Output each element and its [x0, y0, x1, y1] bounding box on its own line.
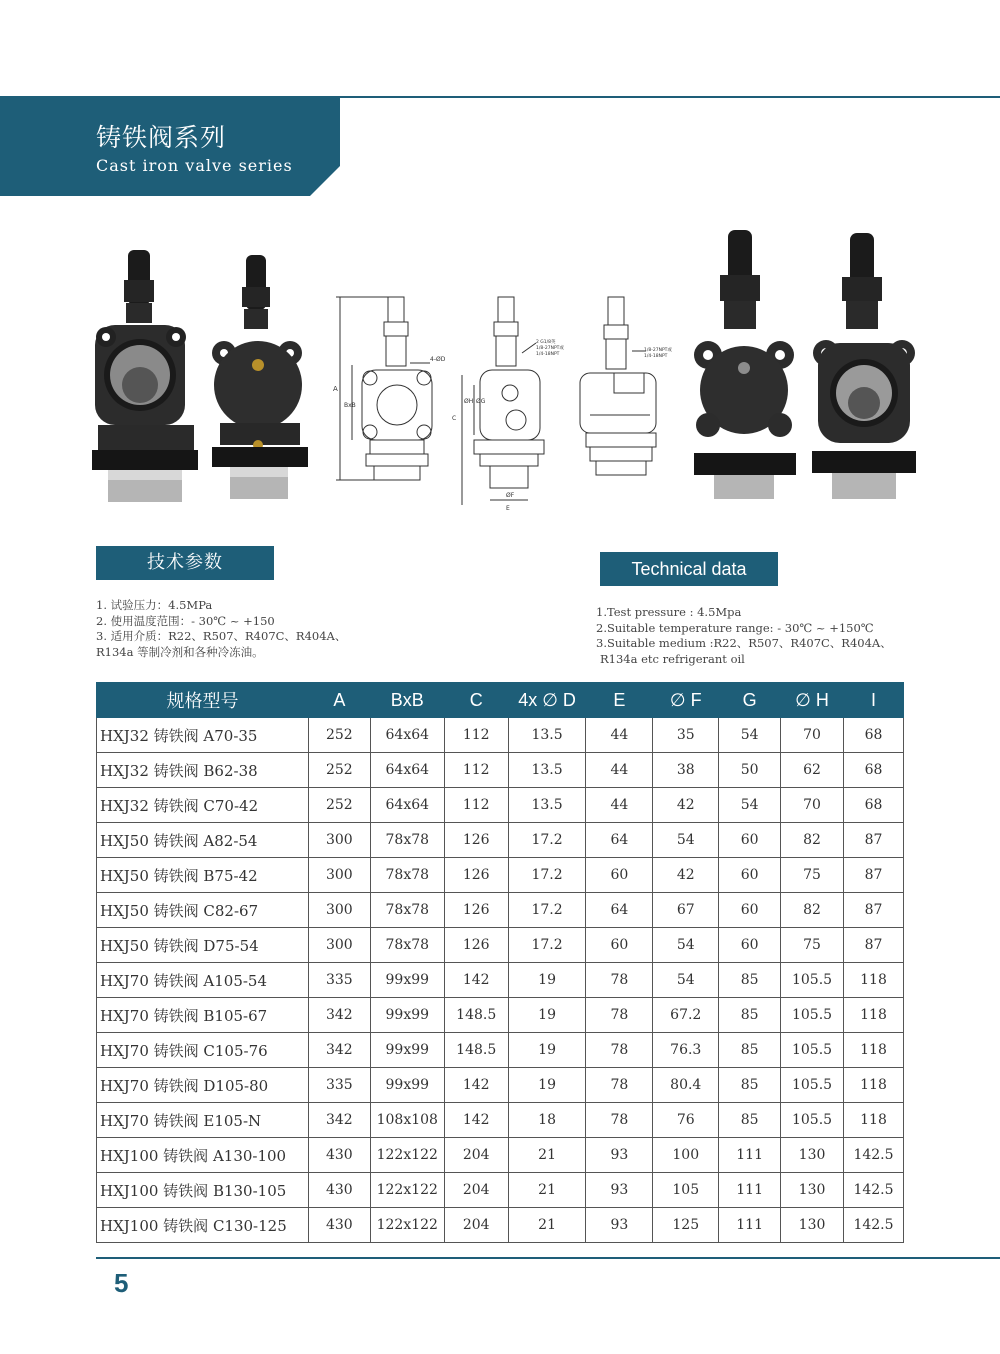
cell-g: 60 — [719, 858, 781, 893]
cell-d: 13.5 — [508, 718, 586, 753]
page-subtitle: Cast iron valve series — [96, 156, 293, 175]
cell-model: HXJ100 铸铁阀 C130-125 — [97, 1208, 309, 1243]
tech-params-cn-header: 技术参数 — [96, 546, 274, 580]
cell-h: 105.5 — [781, 1068, 844, 1103]
label-g: ØG — [476, 398, 486, 405]
cell-e: 64 — [586, 823, 653, 858]
cell-d: 21 — [508, 1208, 586, 1243]
cell-a: 430 — [308, 1208, 370, 1243]
table-row — [97, 928, 904, 963]
cell-g: 60 — [719, 823, 781, 858]
cell-i: 68 — [843, 788, 903, 823]
cell-model: HXJ50 铸铁阀 D75-54 — [97, 928, 309, 963]
cell-bxb: 78x78 — [370, 858, 444, 893]
table-row — [97, 753, 904, 788]
cell-h: 105.5 — [781, 1103, 844, 1138]
drawing-section-view — [570, 225, 680, 515]
cell-f: 80.4 — [653, 1068, 719, 1103]
cell-f: 42 — [653, 858, 719, 893]
cell-e: 44 — [586, 753, 653, 788]
note-5: 1/4-18NPT — [644, 354, 668, 359]
bottom-rule — [96, 1257, 1000, 1259]
cell-f: 38 — [653, 753, 719, 788]
cell-i: 142.5 — [843, 1173, 903, 1208]
cell-model: HXJ70 铸铁阀 A105-54 — [97, 963, 309, 998]
cell-a: 342 — [308, 998, 370, 1033]
table-row — [97, 1103, 904, 1138]
cell-e: 44 — [586, 788, 653, 823]
table-row — [97, 963, 904, 998]
table-row — [97, 1068, 904, 1103]
cell-i: 118 — [843, 963, 903, 998]
cell-d: 17.2 — [508, 928, 586, 963]
cell-h: 130 — [781, 1208, 844, 1243]
cell-h: 82 — [781, 893, 844, 928]
drawing-front-view — [330, 225, 450, 515]
col-header-model: 规格型号 — [97, 683, 309, 718]
cell-d: 21 — [508, 1173, 586, 1208]
cell-i: 68 — [843, 718, 903, 753]
cell-h: 70 — [781, 788, 844, 823]
cell-i: 118 — [843, 1103, 903, 1138]
cell-i: 118 — [843, 1068, 903, 1103]
cell-c: 142 — [444, 963, 508, 998]
col-header-c: C — [444, 683, 508, 718]
top-rule — [340, 96, 1000, 98]
cell-model: HXJ70 铸铁阀 B105-67 — [97, 998, 309, 1033]
cell-f: 54 — [653, 823, 719, 858]
cell-h: 105.5 — [781, 1033, 844, 1068]
table-row — [97, 823, 904, 858]
table-row — [97, 893, 904, 928]
cell-model: HXJ70 铸铁阀 E105-N — [97, 1103, 309, 1138]
cell-c: 204 — [444, 1208, 508, 1243]
cell-bxb: 122x122 — [370, 1173, 444, 1208]
table-body — [97, 718, 904, 1243]
cell-model: HXJ70 铸铁阀 C105-76 — [97, 1033, 309, 1068]
cell-bxb: 64x64 — [370, 718, 444, 753]
cell-h: 105.5 — [781, 998, 844, 1033]
cell-h: 75 — [781, 858, 844, 893]
cell-bxb: 122x122 — [370, 1138, 444, 1173]
cell-c: 204 — [444, 1138, 508, 1173]
cell-model: HXJ50 铸铁阀 B75-42 — [97, 858, 309, 893]
cell-h: 105.5 — [781, 963, 844, 998]
cell-c: 204 — [444, 1173, 508, 1208]
tech-params-en-header: Technical data — [600, 552, 778, 586]
col-header-i: I — [843, 683, 903, 718]
cell-e: 60 — [586, 858, 653, 893]
cell-g: 85 — [719, 963, 781, 998]
spec-en-line: 2.Suitable temperature range: - 30℃ ~ +150℃ — [596, 620, 874, 635]
cell-model: HXJ50 铸铁阀 C82-67 — [97, 893, 309, 928]
col-header-a: A — [308, 683, 370, 718]
spec-cn-line: R134a 等制冷剂和各种冷冻油。 — [96, 644, 264, 659]
col-header-d: 4x ∅ D — [508, 683, 586, 718]
cell-c: 126 — [444, 893, 508, 928]
note-4: 1/8-27NPT或 — [644, 348, 672, 353]
cell-c: 112 — [444, 718, 508, 753]
cell-g: 85 — [719, 1033, 781, 1068]
cell-i: 142.5 — [843, 1138, 903, 1173]
cell-d: 19 — [508, 1068, 586, 1103]
cell-c: 112 — [444, 788, 508, 823]
cell-g: 60 — [719, 928, 781, 963]
label-hole: 4-ØD — [430, 356, 446, 363]
cell-i: 87 — [843, 928, 903, 963]
label-e: E — [506, 505, 510, 512]
cell-g: 85 — [719, 998, 781, 1033]
spec-cn-line: 2. 使用温度范围：- 30℃ ~ +150 — [96, 613, 275, 628]
cell-c: 126 — [444, 858, 508, 893]
cell-i: 118 — [843, 998, 903, 1033]
cell-a: 300 — [308, 858, 370, 893]
cell-c: 142 — [444, 1103, 508, 1138]
cell-h: 82 — [781, 823, 844, 858]
cell-f: 54 — [653, 963, 719, 998]
cell-f: 67 — [653, 893, 719, 928]
label-a: A — [333, 385, 338, 393]
cell-i: 118 — [843, 1033, 903, 1068]
cell-i: 87 — [843, 858, 903, 893]
cell-f: 105 — [653, 1173, 719, 1208]
note-3: 1/4-18NPT — [536, 352, 560, 357]
cell-bxb: 78x78 — [370, 928, 444, 963]
cell-e: 44 — [586, 718, 653, 753]
cell-g: 60 — [719, 893, 781, 928]
cell-e: 78 — [586, 1033, 653, 1068]
cell-model: HXJ100 铸铁阀 B130-105 — [97, 1173, 309, 1208]
table-row — [97, 718, 904, 753]
table-row — [97, 998, 904, 1033]
cell-i: 87 — [843, 823, 903, 858]
table-row — [97, 1033, 904, 1068]
cell-e: 78 — [586, 963, 653, 998]
cell-d: 17.2 — [508, 858, 586, 893]
cell-bxb: 108x108 — [370, 1103, 444, 1138]
cell-d: 17.2 — [508, 893, 586, 928]
label-c: C — [452, 415, 457, 422]
col-header-bxb: BxB — [370, 683, 444, 718]
cell-a: 430 — [308, 1138, 370, 1173]
table-header-row — [97, 683, 904, 718]
cell-e: 93 — [586, 1173, 653, 1208]
label-h: ØH — [464, 398, 474, 405]
cell-a: 252 — [308, 788, 370, 823]
col-header-f: ∅ F — [653, 683, 719, 718]
cell-a: 342 — [308, 1033, 370, 1068]
cell-a: 430 — [308, 1173, 370, 1208]
cell-c: 148.5 — [444, 1033, 508, 1068]
cell-d: 17.2 — [508, 823, 586, 858]
drawing-side-view — [450, 225, 570, 515]
cell-g: 111 — [719, 1138, 781, 1173]
cell-i: 68 — [843, 753, 903, 788]
cell-i: 142.5 — [843, 1208, 903, 1243]
spec-table — [96, 682, 904, 1243]
cell-model: HXJ70 铸铁阀 D105-80 — [97, 1068, 309, 1103]
product-images — [90, 225, 920, 525]
cell-e: 93 — [586, 1138, 653, 1173]
cell-f: 35 — [653, 718, 719, 753]
table-row — [97, 1173, 904, 1208]
cell-e: 93 — [586, 1208, 653, 1243]
cell-f: 125 — [653, 1208, 719, 1243]
col-header-e: E — [586, 683, 653, 718]
cell-f: 76 — [653, 1103, 719, 1138]
cell-e: 64 — [586, 893, 653, 928]
cell-model: HXJ32 铸铁阀 C70-42 — [97, 788, 309, 823]
cell-d: 19 — [508, 1033, 586, 1068]
cell-c: 142 — [444, 1068, 508, 1103]
cell-bxb: 78x78 — [370, 893, 444, 928]
cell-a: 252 — [308, 753, 370, 788]
spec-en-line: R134a etc refrigerant oil — [600, 651, 745, 666]
cell-bxb: 122x122 — [370, 1208, 444, 1243]
cell-f: 100 — [653, 1138, 719, 1173]
cell-c: 112 — [444, 753, 508, 788]
cell-e: 78 — [586, 1103, 653, 1138]
specs-cn — [96, 598, 396, 660]
page-title: 铸铁阀系列 — [96, 123, 227, 152]
valve-photo-side — [210, 225, 310, 515]
spec-en-line: 3.Suitable medium :R22、R507、R407C、R404A、 — [596, 636, 892, 650]
cell-bxb: 99x99 — [370, 963, 444, 998]
label-bxb: BxB — [344, 402, 356, 409]
cell-g: 111 — [719, 1173, 781, 1208]
table-row — [97, 858, 904, 893]
cell-c: 126 — [444, 928, 508, 963]
spec-en-line: 1.Test pressure : 4.5Mpa — [596, 605, 742, 619]
cell-h: 130 — [781, 1138, 844, 1173]
cell-bxb: 99x99 — [370, 1068, 444, 1103]
cell-g: 54 — [719, 718, 781, 753]
note-2: 1/8-27NPT或 — [536, 346, 564, 351]
cell-c: 148.5 — [444, 998, 508, 1033]
cell-a: 300 — [308, 893, 370, 928]
specs-en — [596, 605, 916, 667]
cell-d: 13.5 — [508, 788, 586, 823]
cell-d: 18 — [508, 1103, 586, 1138]
spec-cn-line: 3. 适用介质：R22、R507、R407C、R404A、 — [96, 629, 347, 643]
cell-g: 85 — [719, 1103, 781, 1138]
cell-d: 21 — [508, 1138, 586, 1173]
cell-f: 42 — [653, 788, 719, 823]
cell-d: 19 — [508, 963, 586, 998]
valve-photo-front — [90, 225, 200, 515]
valve-photo-front-2 — [690, 225, 800, 515]
spec-cn-line: 1. 试验压力：4.5MPa — [96, 598, 213, 612]
cell-bxb: 64x64 — [370, 753, 444, 788]
cell-a: 335 — [308, 1068, 370, 1103]
cell-a: 300 — [308, 823, 370, 858]
cell-c: 126 — [444, 823, 508, 858]
page-number: 5 — [114, 1268, 129, 1298]
cell-model: HXJ32 铸铁阀 A70-35 — [97, 718, 309, 753]
table-row — [97, 1208, 904, 1243]
cell-g: 85 — [719, 1068, 781, 1103]
cell-bxb: 99x99 — [370, 998, 444, 1033]
cell-e: 60 — [586, 928, 653, 963]
cell-h: 70 — [781, 718, 844, 753]
label-f: ØF — [506, 492, 515, 499]
cell-a: 252 — [308, 718, 370, 753]
col-header-g: G — [719, 683, 781, 718]
cell-e: 78 — [586, 1068, 653, 1103]
col-header-h: ∅ H — [781, 683, 844, 718]
cell-a: 342 — [308, 1103, 370, 1138]
cell-d: 13.5 — [508, 753, 586, 788]
table-row — [97, 1138, 904, 1173]
cell-h: 130 — [781, 1173, 844, 1208]
cell-model: HXJ100 铸铁阀 A130-100 — [97, 1138, 309, 1173]
cell-i: 87 — [843, 893, 903, 928]
cell-e: 78 — [586, 998, 653, 1033]
cell-h: 75 — [781, 928, 844, 963]
cell-model: HXJ32 铸铁阀 B62-38 — [97, 753, 309, 788]
cell-bxb: 64x64 — [370, 788, 444, 823]
cell-a: 335 — [308, 963, 370, 998]
cell-a: 300 — [308, 928, 370, 963]
cell-h: 62 — [781, 753, 844, 788]
valve-photo-side-2 — [808, 225, 920, 515]
cell-f: 54 — [653, 928, 719, 963]
cell-f: 76.3 — [653, 1033, 719, 1068]
table-row — [97, 788, 904, 823]
cell-d: 19 — [508, 998, 586, 1033]
cell-model: HXJ50 铸铁阀 A82-54 — [97, 823, 309, 858]
cell-f: 67.2 — [653, 998, 719, 1033]
cell-bxb: 99x99 — [370, 1033, 444, 1068]
cell-g: 54 — [719, 788, 781, 823]
cell-g: 50 — [719, 753, 781, 788]
note-1: 2 G1/8英 — [536, 340, 556, 345]
cell-g: 111 — [719, 1208, 781, 1243]
cell-bxb: 78x78 — [370, 823, 444, 858]
